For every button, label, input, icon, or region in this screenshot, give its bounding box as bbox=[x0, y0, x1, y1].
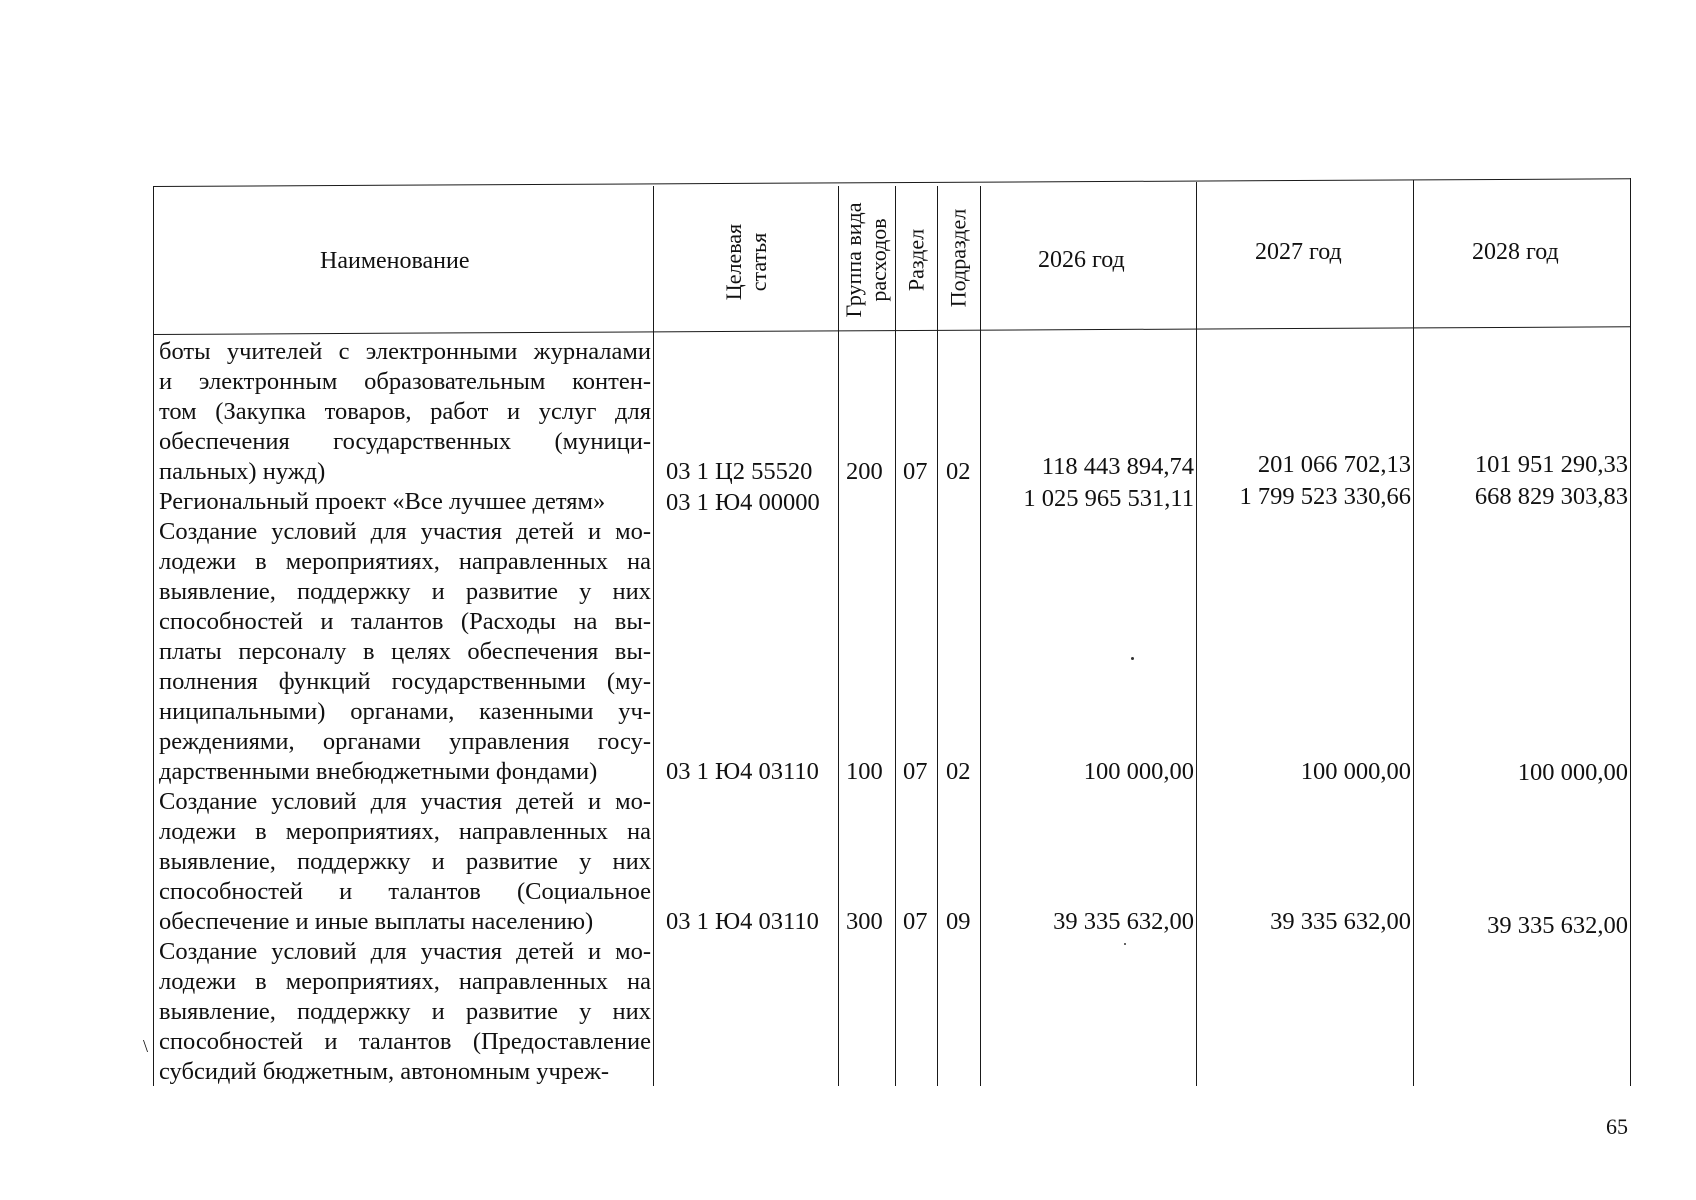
name-line: способностей и талантов (Расходы на вы- bbox=[159, 608, 651, 635]
name-line: лодежи в мероприятиях, направленных на bbox=[159, 818, 651, 845]
name-line: выявление, поддержку и развитие у них bbox=[159, 578, 651, 605]
row1-2026: 118 443 894,74 bbox=[1041, 453, 1194, 480]
name-line: обеспечения государственных (муници- bbox=[159, 428, 651, 455]
name-line: пальных) нужд) bbox=[159, 458, 326, 485]
row3-section: 07 bbox=[903, 758, 928, 785]
name-line: полнения функций государственными (му- bbox=[159, 668, 651, 695]
name-line: выявление, поддержку и развитие у них bbox=[159, 998, 651, 1025]
row4-2026: 39 335 632,00 bbox=[1053, 908, 1194, 935]
row4-subsection: 09 bbox=[946, 908, 971, 935]
name-line: дарственными внебюджетными фондами) bbox=[159, 758, 598, 785]
margin-mark: \ bbox=[143, 1036, 149, 1056]
row3-code: 03 1 Ю4 03110 bbox=[666, 758, 819, 785]
row2-code: 03 1 Ю4 00000 bbox=[666, 489, 820, 516]
row1-code: 03 1 Ц2 55520 bbox=[666, 458, 813, 485]
col-border-group bbox=[895, 186, 896, 1086]
row4-group: 300 bbox=[846, 908, 883, 935]
header-target bbox=[721, 224, 771, 300]
name-line: ниципальными) органами, казенными уч- bbox=[159, 698, 651, 725]
row1-subsection: 02 bbox=[946, 458, 971, 485]
row3-subsection: 02 bbox=[946, 758, 971, 785]
name-line: Региональный проект «Все лучшее детям» bbox=[159, 488, 606, 515]
row3-2027: 100 000,00 bbox=[1300, 758, 1411, 785]
row4-2027: 39 335 632,00 bbox=[1270, 908, 1411, 935]
name-line: и электронным образовательным контен- bbox=[159, 368, 651, 395]
col-border-2026 bbox=[1196, 182, 1197, 1086]
row3-2028: 100 000,00 bbox=[1517, 759, 1628, 786]
header-bottom-border bbox=[153, 326, 1631, 335]
col-border-section bbox=[937, 186, 938, 1086]
row2-2028: 668 829 303,83 bbox=[1474, 483, 1628, 510]
name-line: способностей и талантов (Предоставление bbox=[159, 1028, 651, 1055]
row2-2027: 1 799 523 330,66 bbox=[1239, 483, 1411, 510]
row4-section: 07 bbox=[903, 908, 928, 935]
header-2026: 2026 год bbox=[1038, 247, 1125, 273]
row3-group: 100 bbox=[846, 758, 883, 785]
page-number: 65 bbox=[1606, 1114, 1628, 1139]
name-line: лодежи в мероприятиях, направленных на bbox=[159, 548, 651, 575]
col-border-2027 bbox=[1413, 180, 1414, 1086]
header-group bbox=[841, 203, 891, 318]
scan-speck bbox=[1124, 943, 1126, 945]
header-section: Раздел bbox=[903, 228, 929, 292]
col-border-subsection bbox=[980, 186, 981, 1086]
header-2028: 2028 год bbox=[1472, 239, 1559, 265]
name-line: субсидий бюджетным, автономным учреж- bbox=[159, 1058, 610, 1085]
row1-2027: 201 066 702,13 bbox=[1257, 451, 1411, 478]
row3-2026: 100 000,00 bbox=[1083, 758, 1194, 785]
name-line: Создание условий для участия детей и мо- bbox=[159, 518, 651, 545]
header-subsection: Подраздел bbox=[945, 208, 971, 308]
table-top-border bbox=[153, 178, 1631, 187]
row4-2028: 39 335 632,00 bbox=[1487, 912, 1628, 939]
col-border-right bbox=[1630, 178, 1631, 1086]
name-line: реждениями, органами управления госу- bbox=[159, 728, 651, 755]
col-border-left bbox=[153, 186, 154, 1086]
row1-section: 07 bbox=[903, 458, 928, 485]
name-line: том (Закупка товаров, работ и услуг для bbox=[159, 398, 651, 425]
col-border-target bbox=[838, 186, 839, 1086]
scan-speck bbox=[1131, 657, 1134, 660]
col-border-name bbox=[653, 186, 654, 1086]
name-line: Создание условий для участия детей и мо- bbox=[159, 938, 651, 965]
header-2027: 2027 год bbox=[1255, 239, 1342, 265]
name-line: боты учителей с электронными журналами bbox=[159, 338, 651, 365]
row2-2026: 1 025 965 531,11 bbox=[1023, 485, 1194, 512]
header-name: Наименование bbox=[320, 248, 470, 274]
name-line: Создание условий для участия детей и мо- bbox=[159, 788, 651, 815]
row1-group: 200 bbox=[846, 458, 883, 485]
name-line: платы персоналу в целях обеспечения вы- bbox=[159, 638, 651, 665]
name-line: обеспечение и иные выплаты населению) bbox=[159, 908, 594, 935]
row1-2028: 101 951 290,33 bbox=[1474, 451, 1628, 478]
header-target-line2: статья bbox=[746, 232, 771, 292]
row4-code: 03 1 Ю4 03110 bbox=[666, 908, 819, 935]
header-target-line1: Целевая bbox=[721, 223, 746, 301]
name-line: способностей и талантов (Социальное bbox=[159, 878, 651, 905]
header-group-line1: Группа вида bbox=[841, 202, 866, 318]
name-line: лодежи в мероприятиях, направленных на bbox=[159, 968, 651, 995]
name-line: выявление, поддержку и развитие у них bbox=[159, 848, 651, 875]
header-group-line2: расходов bbox=[866, 218, 891, 302]
